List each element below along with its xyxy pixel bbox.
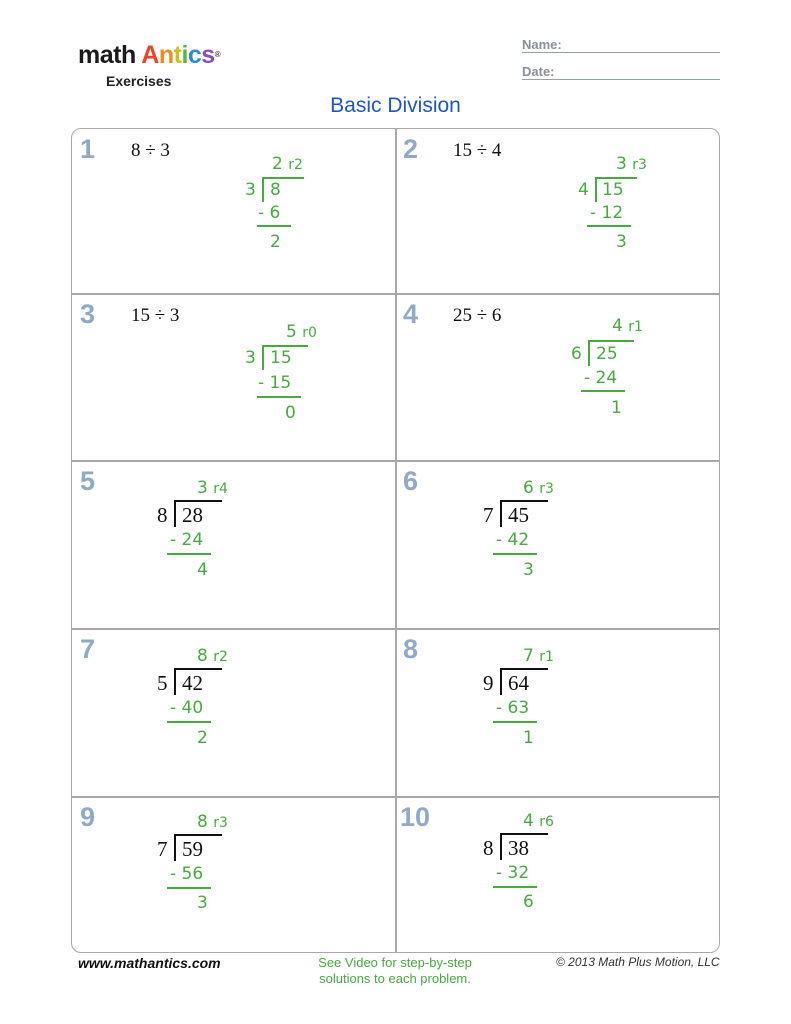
subtraction: - 42 [496, 530, 530, 550]
subtraction-line [167, 553, 211, 555]
date-field-line[interactable] [522, 79, 720, 80]
grid-divider-vertical [395, 128, 397, 953]
dividend: 59 [182, 837, 203, 861]
grid-divider-row-4 [71, 796, 720, 798]
divisor: 8 [157, 503, 168, 527]
problem-number: 7 [80, 634, 96, 664]
quotient: 5 r0 [286, 322, 317, 342]
subtraction: - 12 [590, 203, 624, 223]
footer-note: See Video for step-by-step solutions to each problem. [318, 955, 472, 986]
division-bracket [174, 670, 176, 695]
dividend: 15 [270, 348, 292, 368]
subtraction-line [581, 390, 625, 392]
problem-number: 2 [403, 134, 419, 164]
subtraction: - 6 [258, 203, 281, 223]
logo-subtitle: Exercises [106, 73, 172, 89]
vinculum-line [595, 177, 637, 179]
subtraction: - 15 [258, 373, 292, 393]
quotient: 4 r1 [612, 316, 643, 336]
division-bracket [262, 178, 264, 202]
divisor: 3 [245, 348, 256, 368]
problem-number: 4 [403, 299, 419, 329]
divisor: 7 [483, 503, 494, 527]
problem-expression: 25 ÷ 6 [453, 305, 502, 326]
remainder-result: 2 [197, 728, 208, 748]
subtraction-line [493, 721, 537, 723]
quotient: 3 r3 [616, 154, 647, 174]
quotient: 8 r2 [197, 646, 228, 666]
divisor: 7 [157, 837, 168, 861]
vinculum-line [262, 345, 308, 347]
dividend: 25 [596, 344, 618, 364]
problem-number: 9 [80, 802, 96, 832]
remainder-result: 2 [270, 232, 281, 252]
copyright: © 2013 Math Plus Motion, LLC [556, 955, 720, 969]
date-label: Date: [522, 64, 555, 79]
division-bracket [262, 346, 264, 370]
remainder-result: 1 [523, 728, 534, 748]
remainder-result: 3 [616, 232, 627, 252]
grid-divider-row-3 [71, 628, 720, 630]
dividend: 42 [182, 671, 203, 695]
subtraction-line [493, 553, 537, 555]
remainder-result: 3 [197, 893, 208, 913]
vinculum-line [174, 834, 222, 836]
divisor: 3 [245, 180, 256, 200]
division-bracket [500, 502, 502, 527]
divisor: 9 [483, 671, 494, 695]
quotient: 3 r4 [197, 478, 228, 498]
footer-url[interactable]: www.mathantics.com [78, 955, 221, 971]
problem-expression: 15 ÷ 3 [131, 305, 180, 326]
quotient: 8 r3 [197, 812, 228, 832]
quotient: 7 r1 [523, 646, 554, 666]
remainder-result: 0 [285, 403, 296, 423]
divisor: 5 [157, 671, 168, 695]
page-title: Basic Division [330, 94, 461, 117]
problem-number: 5 [80, 466, 96, 496]
vinculum-line [262, 177, 304, 179]
name-field-line[interactable] [522, 52, 720, 53]
problem-number: 3 [80, 299, 96, 329]
remainder-result: 3 [523, 560, 534, 580]
subtraction: - 24 [584, 368, 618, 388]
division-bracket [174, 502, 176, 527]
subtraction: - 40 [170, 698, 204, 718]
vinculum-line [500, 833, 548, 835]
dividend: 15 [602, 180, 624, 200]
subtraction-line [167, 887, 211, 889]
grid-divider-row-2 [71, 460, 720, 462]
problem-number: 1 [80, 134, 96, 164]
quotient: 2 r2 [272, 154, 303, 174]
remainder-result: 4 [197, 560, 208, 580]
grid-divider-row-1 [71, 293, 720, 295]
division-bracket [500, 835, 502, 860]
dividend: 8 [270, 180, 281, 200]
vinculum-line [174, 668, 222, 670]
subtraction-line [257, 225, 291, 227]
quotient: 4 r6 [523, 811, 554, 831]
division-bracket [500, 670, 502, 695]
remainder-result: 1 [611, 398, 622, 418]
subtraction-line [587, 225, 631, 227]
dividend: 45 [508, 503, 529, 527]
problem-number: 10 [400, 802, 431, 832]
division-bracket [174, 836, 176, 861]
subtraction: - 56 [170, 864, 204, 884]
subtraction-line [167, 721, 211, 723]
divisor: 4 [578, 180, 589, 200]
vinculum-line [500, 668, 548, 670]
vinculum-line [588, 340, 634, 342]
vinculum-line [174, 500, 222, 502]
problem-expression: 15 ÷ 4 [453, 140, 502, 161]
remainder-result: 6 [523, 892, 534, 912]
dividend: 38 [508, 836, 529, 860]
subtraction-line [493, 886, 537, 888]
division-bracket [588, 342, 590, 366]
dividend: 64 [508, 671, 529, 695]
problem-number: 6 [403, 466, 419, 496]
subtraction: - 32 [496, 863, 530, 883]
division-bracket [595, 178, 597, 202]
divisor: 6 [571, 344, 582, 364]
subtraction: - 63 [496, 698, 530, 718]
vinculum-line [500, 500, 548, 502]
name-label: Name: [522, 37, 562, 52]
problem-expression: 8 ÷ 3 [131, 140, 170, 161]
math-antics-logo: math Antics® [78, 41, 221, 69]
quotient: 6 r3 [523, 478, 554, 498]
subtraction: - 24 [170, 530, 204, 550]
problem-number: 8 [403, 634, 419, 664]
divisor: 8 [483, 836, 494, 860]
dividend: 28 [182, 503, 203, 527]
subtraction-line [257, 396, 301, 398]
